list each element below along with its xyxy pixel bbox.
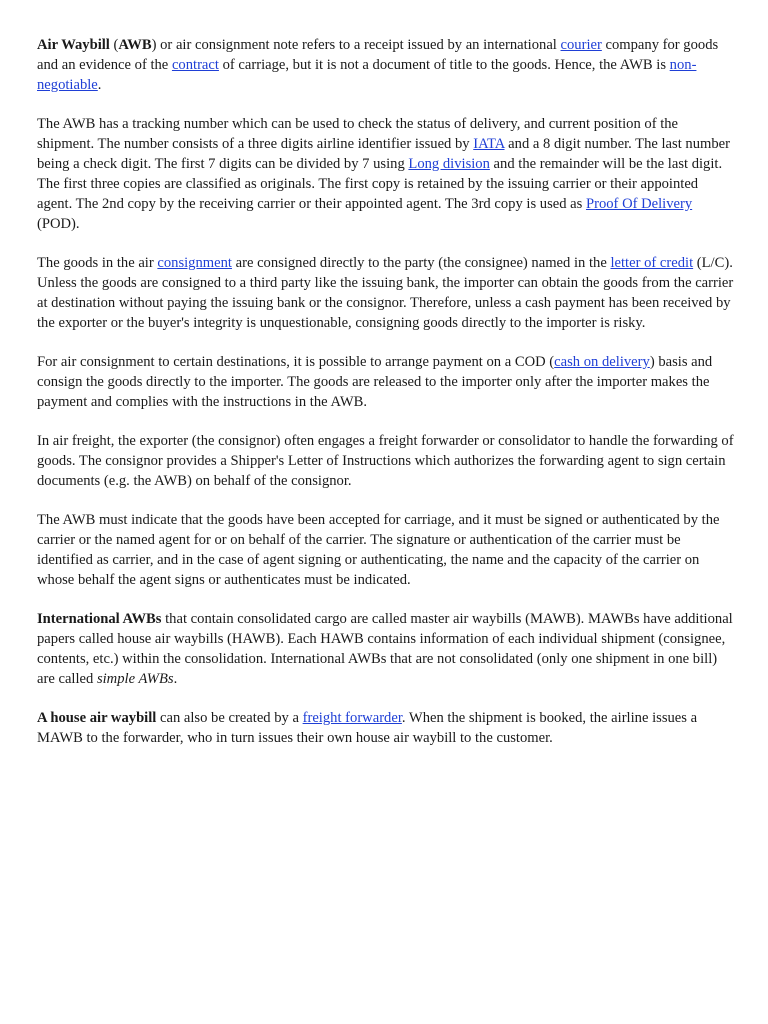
text-run: For air consignment to certain destinations, it is possible to arrange payment on a COD ( (37, 354, 555, 370)
paragraph-1 (37, 35, 735, 95)
link-non-negotiable[interactable]: non-negotiable (37, 57, 697, 93)
bold-term: A house air waybill (37, 710, 157, 726)
paragraph-3 (37, 253, 735, 333)
text-run: are consigned directly to the party (the consignee) named in the (231, 255, 611, 271)
text-run: The AWB must indicate that the goods have been accepted for carriage, and it must be signed or authenticated by the carrier or the named agent for or on behalf of the carrier. The signature or authentication of the carrier must be identified as carrier, and in the case of agent signing or authenticating, the name and the capacity of the carrier on whose behalf the agent signs or authenticates must be indicated. (37, 512, 720, 588)
link-long-division[interactable]: Long division (408, 156, 490, 172)
text-run: . (173, 671, 178, 687)
text-run: of carriage, but it is not a document of title to the goods. Hence, the AWB is (218, 57, 670, 73)
text-run: In air freight, the exporter (the consignor) often engages a freight forwarder or consolidator to handle the forwarding of goods. The consignor provides a Shipper's Letter of Instructions which authorizes the forwarding agent to sign certain documents (e.g. the AWB) on behalf of the consignor. (37, 433, 734, 489)
bold-term: AWB (118, 37, 152, 53)
link-cash-on-delivery[interactable]: cash on delivery (554, 354, 650, 370)
paragraph-6 (37, 510, 735, 590)
text-run: can also be created by a (156, 710, 303, 726)
text-run: and a 8 digit number. The last number being a check digit. The first 7 digits can be divided by 7 using (37, 136, 730, 172)
bold-term: International AWBs (37, 611, 162, 627)
text-run: ) basis and consign the goods directly to the importer. The goods are released to the importer only after the importer makes the payment and complies with the instructions in the AWB. (37, 354, 713, 410)
text-run: . When the shipment is booked, the airline issues a MAWB to the forwarder, who in turn issues their own house air waybill to the customer. (37, 710, 698, 746)
text-run: company for goods and an evidence of the (37, 37, 719, 73)
text-run: The goods in the air (37, 255, 158, 271)
link-consignment[interactable]: consignment (157, 255, 232, 271)
link-freight-forwarder[interactable]: freight forwarder (302, 710, 402, 726)
paragraph-2 (37, 114, 735, 234)
paragraph-8 (37, 708, 735, 748)
text-run: (L/C). Unless the goods are consigned to a third party like the issuing bank, the importer can obtain the goods from the carrier at destination without paying the issuing bank or the consignor. Therefore, unless a cash payment has been received by the exporter or the buyer's integrity is unquestionable, consigning goods directly to the importer is risky. (37, 255, 734, 331)
text-run: (POD). (37, 216, 80, 232)
text-run: and the remainder will be the last digit. The first three copies are classified as originals. The first copy is retained by the issuing carrier or their appointed agent. The 2nd copy by the receiving carrier or their appointed agent. The 3rd copy is used as (37, 156, 723, 212)
bold-term: Air Waybill (37, 37, 110, 53)
text-run: . (97, 77, 102, 93)
link-courier[interactable]: courier (560, 37, 602, 53)
text-run: ( (109, 37, 119, 53)
paragraph-7 (37, 609, 735, 689)
paragraph-4 (37, 352, 735, 412)
document-body (37, 35, 735, 767)
text-run: The AWB has a tracking number which can be used to check the status of delivery, and current position of the shipment. The number consists of a three digits airline identifier issued by (37, 116, 679, 152)
link-contract[interactable]: contract (171, 57, 219, 73)
text-run: ) or air consignment note refers to a receipt issued by an international (151, 37, 561, 53)
link-letter-of-credit[interactable]: letter of credit (610, 255, 694, 271)
text-run: that contain consolidated cargo are called master air waybills (MAWB). MAWBs have additional papers called house air waybills (HAWB). Each HAWB contains information of each individual shipment (consignee, contents, etc.) within the consolidation. International AWBs that are not consolidated (only one shipment in one bill) are called (37, 611, 733, 687)
paragraph-5 (37, 431, 735, 491)
italic-term: simple AWBs (96, 671, 174, 687)
link-iata[interactable]: IATA (473, 136, 505, 152)
link-proof-of-delivery[interactable]: Proof Of Delivery (585, 196, 693, 212)
